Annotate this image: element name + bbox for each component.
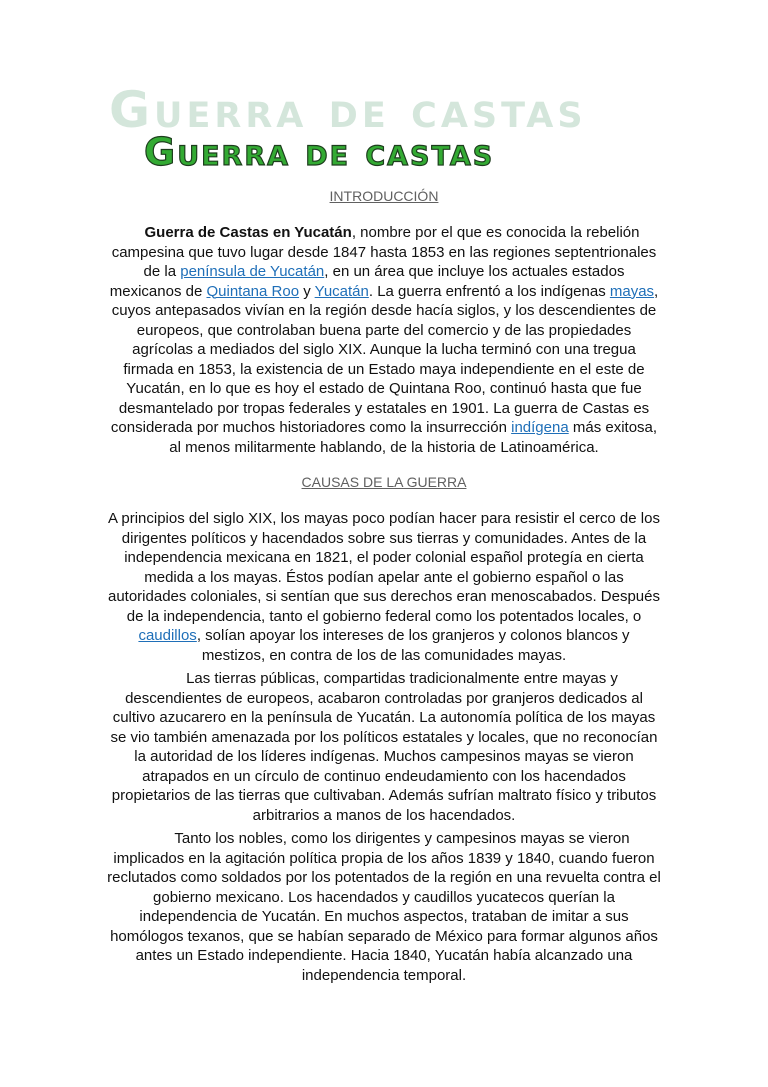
link-peninsula-yucatan[interactable]: península de Yucatán xyxy=(180,263,325,280)
link-yucatan[interactable]: Yucatán xyxy=(314,282,369,300)
link-caudillos[interactable]: caudillos xyxy=(138,627,197,644)
intro-paragraph xyxy=(106,223,662,457)
intro-bold-lead: Guerra de Castas en Yucatán xyxy=(144,224,352,241)
causas-paragraph-3: Tanto los nobles, como los dirigentes y campesinos mayas se vieron implicados en la agitación política propia de los años 1839 y 1840, cuando fueron reclutados como soldados por los potentados de la región en una revuelta contra el gobierno mexicano. Los hacendados y caudillos yucatecos querían la independencia de Yucatán. En muchos aspectos, trataban de imitar a sus homólogos texanos, que se habían separado de México para formar algunos años antes un Estado independiente. Hacia 1840, Yucatán había alcanzado una independencia temporal. xyxy=(107,830,661,984)
link-mayas[interactable]: mayas xyxy=(609,282,655,300)
intro-text-3: y xyxy=(299,282,315,300)
intro-text-1: , nombre por el que es conocida la rebelión campesina que tuvo lugar desde 1847 hasta 1853 en las regiones septentrionales de la xyxy=(111,224,657,280)
intro-text-6: más exitosa, al menos militarmente hablando, de la historia de Latinoamérica. xyxy=(169,419,658,456)
heading-causas: CAUSAS DE LA GUERRA xyxy=(301,474,467,490)
causas-paragraph-1 xyxy=(106,509,662,665)
causas1-text-1: A principios del siglo XIX, los mayas poco podían hacer para resistir el cerco de los dirigentes políticos y hacendados sobre sus tierras y comunidades. Antes de la independencia mexicana en 1821, el poder colonial español protegía en cierta medida a los mayas. Éstos podían apelar ante el gobierno español o las autoridades coloniales, si sentían que sus derechos eran menoscabados. Después de la independencia, tanto el gobierno federal como los potentados locales, o xyxy=(107,510,660,625)
title-shadow-text: Guerra de castas xyxy=(109,81,587,139)
intro-text-5: , cuyos antepasados vivían en la región desde hacía siglos, y los descendientes de europeos, que controlaban buena parte del comercio y de las propiedades agrícolas a mediados del siglo XIX. Aunque la lucha terminó con una tregua firmada en 1853, la existencia de un Estado maya independiente en el este de Yucatán, en lo que es hoy el estado de Quintana Roo, continuó hasta que fue desmantelado por tropas federales y estatales en 1901. La guerra de Castas es considerada por muchos historiadores como la insurrección xyxy=(110,282,659,436)
causas-paragraph-2: Las tierras públicas, compartidas tradicionalmente entre mayas y descendientes de europeos, acabaron controladas por granjeros dedicados al cultivo azucarero en la península de Yucatán. La autonomía política de los mayas se vio también amenazada por los políticos estatales y locales, que no reconocían la autoridad de los líderes indígenas. Muchos campesinos mayas se vieron atrapados en un círculo de continuo endeudamiento con los hacendados propietarios de las tierras que cultivaban. Además sufrían maltrato físico y tributos arbitrarios a manos de los hacendados. xyxy=(110,670,658,824)
link-indigena[interactable]: indígena xyxy=(511,419,569,436)
causas1-text-2: , solían apoyar los intereses de los granjeros y colonos blancos y mestizos, en contra de los de las comunidades mayas. xyxy=(196,627,630,664)
document-title: Guerra de castas xyxy=(144,130,495,174)
link-quintana-roo[interactable]: Quintana Roo xyxy=(206,282,300,300)
intro-text-2: , en un área que incluye los actuales estados mexicanos de xyxy=(109,263,625,300)
heading-introduccion: INTRODUCCIÓN xyxy=(329,188,439,204)
intro-text-4: . La guerra enfrentó a los indígenas xyxy=(368,282,610,300)
